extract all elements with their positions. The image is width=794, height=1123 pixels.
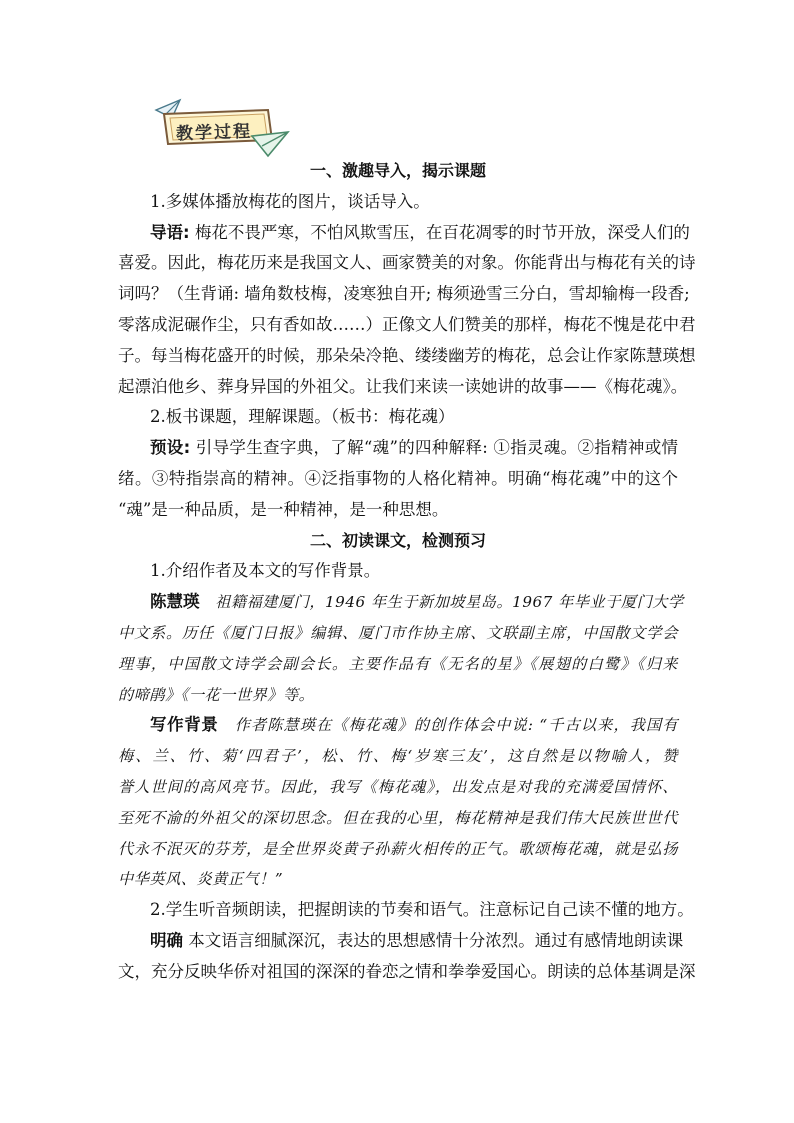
paragraph-line: 词吗？（生背诵: 墙角数枝梅，凌寒独自开; 梅须逊雪三分白，雪却输梅一段香; (118, 284, 690, 304)
paragraph-line (118, 926, 684, 957)
paragraph-text: 作者陈慧瑛在《梅花魂》的创作体会中说: “千古以来，我国有 (218, 716, 678, 735)
paragraph-line: 2.学生听音频朗读，把握朗读的节奏和语气。注意标记自己读不懂的地方。 (150, 900, 694, 920)
paragraph-line: 起漂泊他乡、葬身异国的外祖父。让我们来读一读她讲的故事——《梅花魂》。 (118, 376, 688, 396)
label-daoyu: 导语: (150, 222, 190, 242)
paragraph-line (118, 710, 678, 741)
label-author: 陈慧瑛 (150, 592, 200, 612)
paragraph-line: 至死不渝的外祖父的深切思念。但在我的心里，梅花精神是我们伟大民族世世代 (118, 808, 678, 827)
paragraph-line: 子。每当梅花盛开的时候，那朵朵冷艳、缕缕幽芳的梅花，总会让作家陈慧瑛想 (118, 345, 696, 365)
paragraph-line: 2.板书课题，理解课题。（板书：梅花魂） (150, 407, 455, 427)
paragraph-text: 梅花不畏严寒，不怕风欺雪压，在百花凋零的时节开放，深受人们的 (189, 222, 690, 242)
paragraph-text: 祖籍福建厦门，1946 年生于新加坡星岛。1967 年毕业于厦门大学 (199, 593, 684, 612)
label-mingque: 明确 (150, 930, 183, 950)
paragraph-line: “魂”是一种品质，是一种精神，是一种思想。 (118, 499, 449, 519)
paragraph-line: 文，充分反映华侨对祖国的深深的眷恋之情和拳拳爱国心。朗读的总体基调是深 (118, 961, 696, 981)
paragraph-line (118, 218, 690, 249)
paragraph-line: 绪。③特指崇高的精神。④泛指事物的人格化精神。明确“梅花魂”中的这个 (118, 468, 678, 488)
paragraph-line: 1.介绍作者及本文的写作背景。 (150, 561, 381, 581)
paragraph-line: 梅、兰、竹、菊‘四君子’，松、竹、梅‘岁寒三友’，这自然是以物喻人，赞 (118, 747, 678, 766)
label-yushe: 预设: (150, 438, 191, 458)
label-background: 写作背景 (150, 715, 219, 735)
paragraph-line (118, 587, 684, 618)
paragraph-line: 1.多媒体播放梅花的图片，谈话导入。 (150, 191, 430, 211)
paragraph-line: 的啼鹃》《一花一世界》等。 (118, 685, 315, 704)
paragraph-line: 理事，中国散文诗学会副会长。主要作品有《无名的星》《展翅的白鹭》《归来 (118, 654, 678, 673)
paragraph-text: 本文语言细腻深沉，表达的思想感情十分浓烈。通过有感情地朗读课 (183, 930, 684, 950)
paragraph-line (118, 433, 678, 464)
badge-title: 教学过程 (175, 121, 253, 145)
section-heading-1: 一、激趣导入，揭示课题 (309, 161, 486, 180)
paragraph-text: 引导学生查字典，了解“魂”的四种解释: ①指灵魂。②指精神或情 (190, 438, 678, 458)
document-body (118, 156, 696, 988)
paragraph-line: 零落成泥碾作尘，只有香如故……）正像文人们赞美的那样，梅花不愧是花中君 (118, 314, 696, 334)
paragraph-line: 中文系。历任《厦门日报》编辑、厦门市作协主席、文联副主席，中国散文学会 (118, 623, 678, 642)
paragraph-line: 代永不泯灭的芬芳，是全世界炎黄子孙薪火相传的正气。歌颂梅花魂，就是弘扬 (118, 839, 678, 858)
section-badge (150, 96, 290, 158)
section-heading-2: 二、初读课文，检测预习 (309, 530, 486, 550)
paragraph-line: 誉人世间的高风亮节。因此，我写《梅花魂》，出发点是对我的充满爱国情怀、 (118, 777, 678, 796)
paragraph-line: 中华英风、炎黄正气！” (118, 870, 284, 889)
paragraph-line: 喜爱。因此，梅花历来是我国文人、画家赞美的对象。你能背出与梅花有关的诗 (118, 253, 696, 273)
